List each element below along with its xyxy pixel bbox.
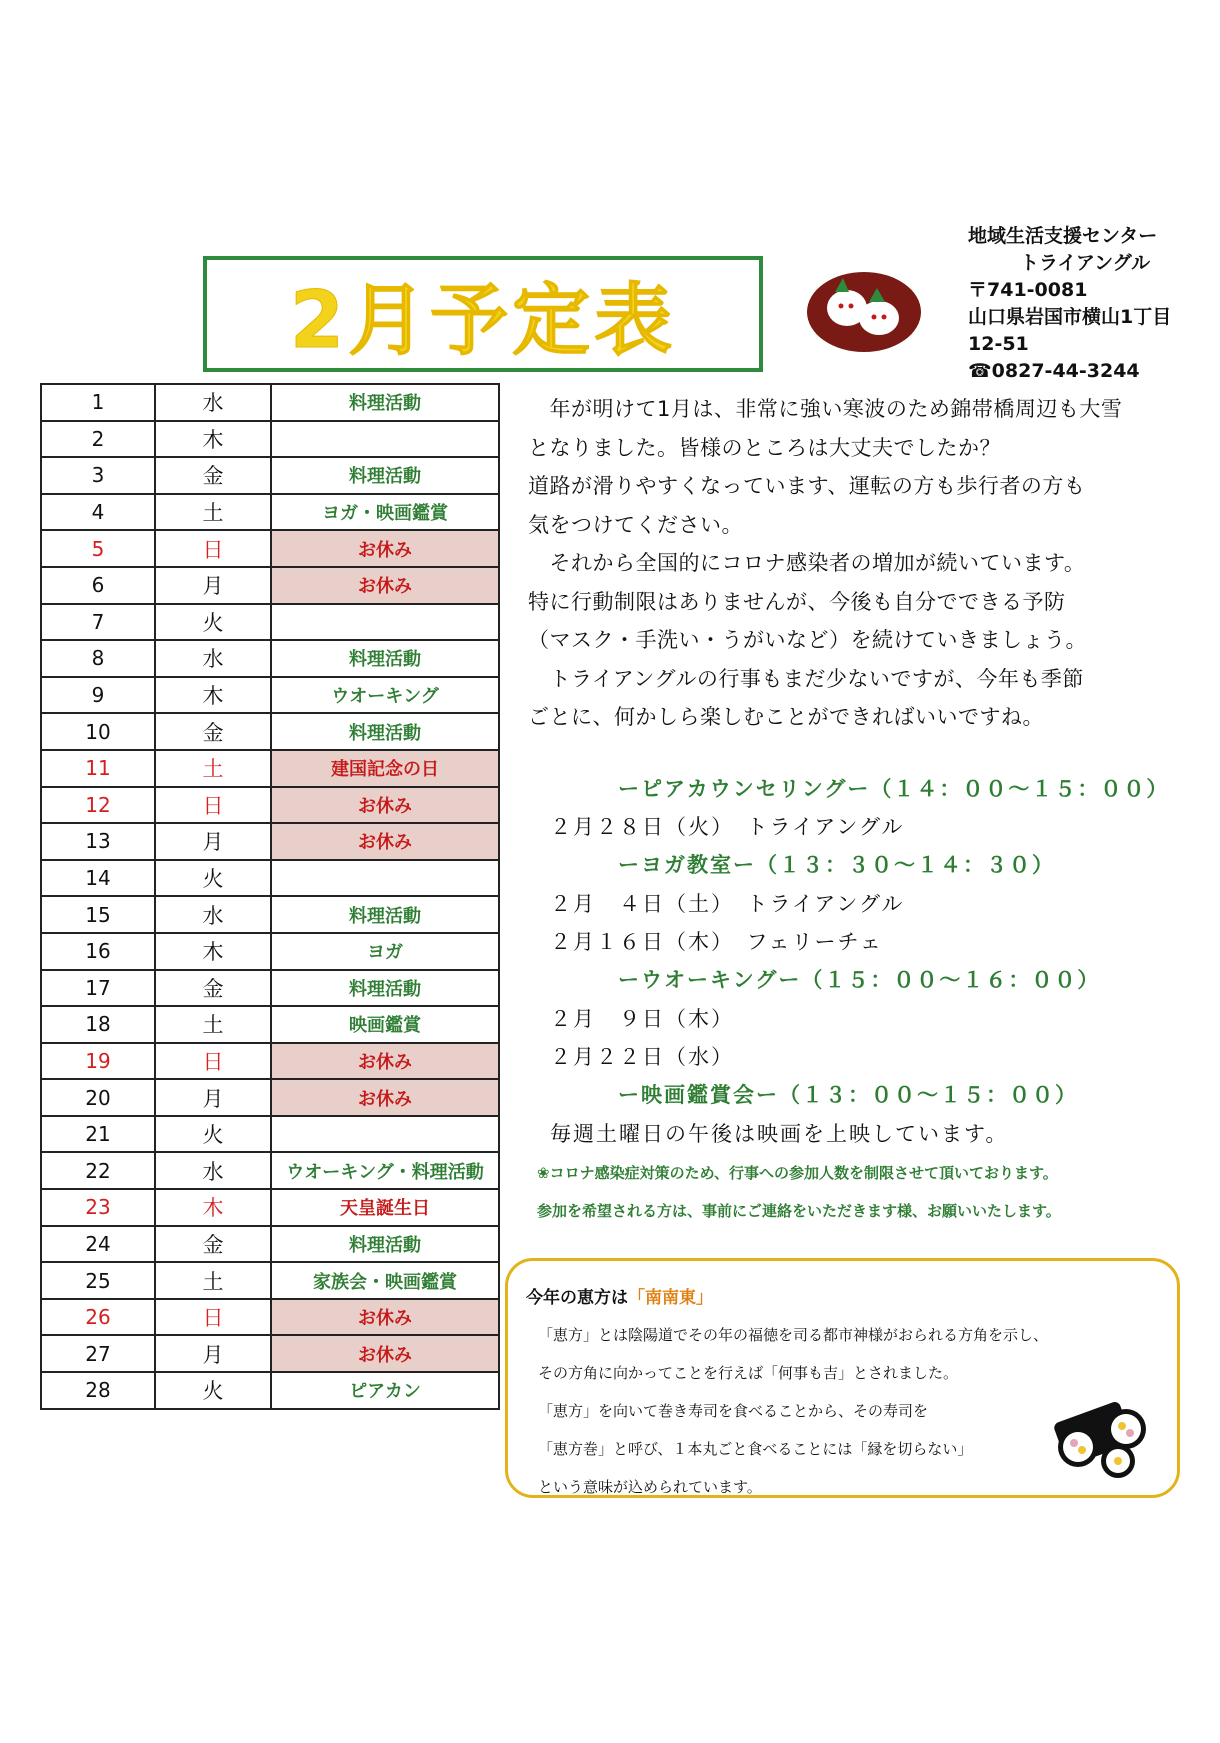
yoga-heading: ーヨガ教室ー（１３：３０～１４：３０） bbox=[618, 853, 1055, 877]
day-number: 18 bbox=[41, 1006, 155, 1043]
day-number: 27 bbox=[41, 1335, 155, 1372]
day-of-week: 火 bbox=[155, 1372, 271, 1409]
day-number: 22 bbox=[41, 1152, 155, 1189]
day-of-week: 金 bbox=[155, 1226, 271, 1263]
ehou-line-2: その方角に向かってことを行えば「何事も吉」とされました。 bbox=[538, 1364, 959, 1382]
table-row bbox=[41, 1335, 499, 1372]
day-number: 26 bbox=[41, 1299, 155, 1336]
table-row bbox=[41, 1189, 499, 1226]
event-cell: ウオーキング bbox=[271, 677, 499, 714]
table-row bbox=[41, 604, 499, 641]
day-number: 4 bbox=[41, 494, 155, 531]
event-cell: お休み bbox=[271, 530, 499, 567]
day-of-week: 金 bbox=[155, 970, 271, 1007]
contact-block bbox=[968, 223, 1171, 385]
peer-counseling-date: ２月２８日（火） トライアングル bbox=[550, 815, 905, 839]
event-cell: 料理活動 bbox=[271, 384, 499, 421]
intro-line: それから全国的にコロナ感染者の増加が続いています。 bbox=[528, 551, 1086, 575]
ehou-line-3: 「恵方」を向いて巻き寿司を食べることから、その寿司を bbox=[538, 1402, 929, 1420]
postal-code: 〒741-0081 bbox=[968, 279, 1088, 301]
ehou-box bbox=[505, 1258, 1180, 1498]
event-cell: ヨガ bbox=[271, 933, 499, 970]
intro-line: 特に行動制限はありませんが、今後も自分でできる予防 bbox=[528, 589, 1066, 614]
day-number: 20 bbox=[41, 1079, 155, 1116]
event-cell: お休み bbox=[271, 823, 499, 860]
table-row bbox=[41, 1226, 499, 1263]
day-number: 7 bbox=[41, 604, 155, 641]
event-cell: 天皇誕生日 bbox=[271, 1189, 499, 1226]
table-row bbox=[41, 494, 499, 531]
intro-line: 気をつけてください。 bbox=[528, 512, 743, 537]
event-cell: 料理活動 bbox=[271, 713, 499, 750]
table-row bbox=[41, 1152, 499, 1189]
address-line-1: 山口県岩国市横山1丁目 bbox=[968, 306, 1172, 328]
event-cell bbox=[271, 604, 499, 641]
day-of-week: 土 bbox=[155, 1006, 271, 1043]
notice-line-1: ❀コロナ感染症対策のため、行事への参加人数を制限させて頂いております。 bbox=[537, 1164, 1058, 1182]
ehou-title: 今年の恵方は「南南東」 bbox=[526, 1288, 713, 1308]
day-of-week: 火 bbox=[155, 1116, 271, 1153]
event-cell: ヨガ・映画鑑賞 bbox=[271, 494, 499, 531]
day-number: 8 bbox=[41, 640, 155, 677]
day-number: 15 bbox=[41, 896, 155, 933]
ehou-line-4: 「恵方巻」と呼び、１本丸ごと食べることには「縁を切らない」 bbox=[538, 1440, 973, 1458]
day-of-week: 木 bbox=[155, 933, 271, 970]
day-of-week: 日 bbox=[155, 1299, 271, 1336]
event-cell: お休み bbox=[271, 1079, 499, 1116]
address-line-2: 12-51 bbox=[968, 333, 1029, 355]
day-of-week: 日 bbox=[155, 530, 271, 567]
day-of-week: 木 bbox=[155, 421, 271, 458]
day-of-week: 月 bbox=[155, 567, 271, 604]
table-row bbox=[41, 896, 499, 933]
event-cell: ウオーキング・料理活動 bbox=[271, 1152, 499, 1189]
table-row bbox=[41, 1372, 499, 1409]
table-row bbox=[41, 750, 499, 787]
day-of-week: 金 bbox=[155, 713, 271, 750]
table-row bbox=[41, 384, 499, 421]
day-of-week: 土 bbox=[155, 750, 271, 787]
day-number: 19 bbox=[41, 1043, 155, 1080]
day-number: 3 bbox=[41, 457, 155, 494]
day-number: 12 bbox=[41, 787, 155, 824]
table-row bbox=[41, 567, 499, 604]
page-title: 2月予定表 bbox=[289, 276, 677, 366]
table-row bbox=[41, 933, 499, 970]
ehou-line-1: 「恵方」とは陰陽道でその年の福徳を司る都市神様がおられる方角を示し、 bbox=[538, 1326, 1049, 1344]
day-number: 6 bbox=[41, 567, 155, 604]
day-of-week: 木 bbox=[155, 677, 271, 714]
table-row bbox=[41, 1116, 499, 1153]
day-number: 16 bbox=[41, 933, 155, 970]
notice-line-2: 参加を希望される方は、事前にご連絡をいただきます様、お願いいたします。 bbox=[537, 1202, 1061, 1220]
day-number: 1 bbox=[41, 384, 155, 421]
day-number: 23 bbox=[41, 1189, 155, 1226]
event-cell: お休み bbox=[271, 1299, 499, 1336]
phone-number: 0827-44-3244 bbox=[991, 360, 1140, 382]
intro-line: となりました。皆様のところは大丈夫でしたか？ bbox=[528, 435, 1001, 460]
day-of-week: 月 bbox=[155, 1335, 271, 1372]
table-row bbox=[41, 970, 499, 1007]
center-name: トライアングル bbox=[1020, 252, 1151, 274]
table-row bbox=[41, 677, 499, 714]
day-number: 2 bbox=[41, 421, 155, 458]
event-cell: お休み bbox=[271, 567, 499, 604]
event-cell: 家族会・映画鑑賞 bbox=[271, 1262, 499, 1299]
day-of-week: 日 bbox=[155, 1043, 271, 1080]
yoga-date-1: ２月 ４日（土） トライアングル bbox=[550, 892, 905, 916]
intro-text bbox=[528, 390, 1178, 737]
day-number: 9 bbox=[41, 677, 155, 714]
intro-line: 道路が滑りやすくなっています、運転の方も歩行者の方も bbox=[528, 474, 1086, 498]
table-row bbox=[41, 787, 499, 824]
day-of-week: 火 bbox=[155, 604, 271, 641]
walking-date-1: ２月 ９日（木） bbox=[550, 1007, 734, 1031]
walking-date-2: ２月２２日（水） bbox=[550, 1045, 734, 1069]
ehou-direction: 「南南東」 bbox=[628, 1288, 713, 1308]
day-of-week: 木 bbox=[155, 1189, 271, 1226]
yoga-date-2: ２月１６日（木） フェリーチェ bbox=[550, 930, 883, 954]
event-cell: ピアカン bbox=[271, 1372, 499, 1409]
intro-line: 年が明けて1月は、非常に強い寒波のため錦帯橋周辺も大雪 bbox=[528, 397, 1123, 421]
event-cell: 料理活動 bbox=[271, 1226, 499, 1263]
day-of-week: 月 bbox=[155, 823, 271, 860]
event-cell: 建国記念の日 bbox=[271, 750, 499, 787]
phone-line bbox=[968, 358, 1171, 385]
intro-line: トライアングルの行事もまだ少ないですが、今年も季節 bbox=[528, 666, 1084, 691]
event-cell: 映画鑑賞 bbox=[271, 1006, 499, 1043]
table-row bbox=[41, 421, 499, 458]
day-number: 17 bbox=[41, 970, 155, 1007]
day-of-week: 月 bbox=[155, 1079, 271, 1116]
table-row bbox=[41, 1262, 499, 1299]
day-number: 11 bbox=[41, 750, 155, 787]
table-row bbox=[41, 1006, 499, 1043]
table-row bbox=[41, 860, 499, 897]
event-cell: 料理活動 bbox=[271, 457, 499, 494]
day-number: 24 bbox=[41, 1226, 155, 1263]
table-row bbox=[41, 530, 499, 567]
telephone-icon: ☎ bbox=[968, 360, 992, 382]
table-row bbox=[41, 823, 499, 860]
table-row bbox=[41, 1043, 499, 1080]
intro-line: （マスク・手洗い・うがいなど）を続けていきましょう。 bbox=[528, 628, 1087, 652]
day-of-week: 水 bbox=[155, 1152, 271, 1189]
day-of-week: 土 bbox=[155, 1262, 271, 1299]
event-cell bbox=[271, 860, 499, 897]
schedule-table bbox=[40, 383, 500, 1410]
day-of-week: 土 bbox=[155, 494, 271, 531]
event-cell: 料理活動 bbox=[271, 896, 499, 933]
day-of-week: 水 bbox=[155, 640, 271, 677]
ehomaki-sushi-icon bbox=[1048, 1381, 1168, 1481]
day-of-week: 金 bbox=[155, 457, 271, 494]
day-number: 14 bbox=[41, 860, 155, 897]
event-cell: 料理活動 bbox=[271, 970, 499, 1007]
day-of-week: 水 bbox=[155, 384, 271, 421]
day-of-week: 火 bbox=[155, 860, 271, 897]
mochi-logo-icon bbox=[805, 262, 923, 354]
movie-heading: ー映画鑑賞会ー（１３：００～１５：００） bbox=[618, 1083, 1078, 1107]
day-number: 28 bbox=[41, 1372, 155, 1409]
event-cell bbox=[271, 1116, 499, 1153]
movie-description: 毎週土曜日の午後は映画を上映しています。 bbox=[550, 1122, 1009, 1146]
event-cell: お休み bbox=[271, 787, 499, 824]
flower-icon: ❀ bbox=[537, 1164, 550, 1182]
intro-line: ごとに、何かしら楽しむことができればいいですね。 bbox=[528, 705, 1044, 729]
day-of-week: 日 bbox=[155, 787, 271, 824]
org-name: 地域生活支援センター bbox=[968, 225, 1158, 247]
walking-heading: ーウオーキングー（１５：００～１６：００） bbox=[618, 968, 1101, 992]
title-box bbox=[203, 256, 763, 372]
ehou-line-5: という意味が込められています。 bbox=[538, 1478, 762, 1496]
table-row bbox=[41, 1299, 499, 1336]
day-of-week: 水 bbox=[155, 896, 271, 933]
peer-counseling-heading: ーピアカウンセリングー（１４：００～１５：００） bbox=[618, 777, 1170, 801]
day-number: 13 bbox=[41, 823, 155, 860]
event-cell bbox=[271, 421, 499, 458]
table-row bbox=[41, 640, 499, 677]
day-number: 25 bbox=[41, 1262, 155, 1299]
day-number: 5 bbox=[41, 530, 155, 567]
event-cell: お休み bbox=[271, 1335, 499, 1372]
event-cell: 料理活動 bbox=[271, 640, 499, 677]
event-cell: お休み bbox=[271, 1043, 499, 1080]
day-number: 10 bbox=[41, 713, 155, 750]
table-row bbox=[41, 713, 499, 750]
table-row bbox=[41, 457, 499, 494]
table-row bbox=[41, 1079, 499, 1116]
day-number: 21 bbox=[41, 1116, 155, 1153]
